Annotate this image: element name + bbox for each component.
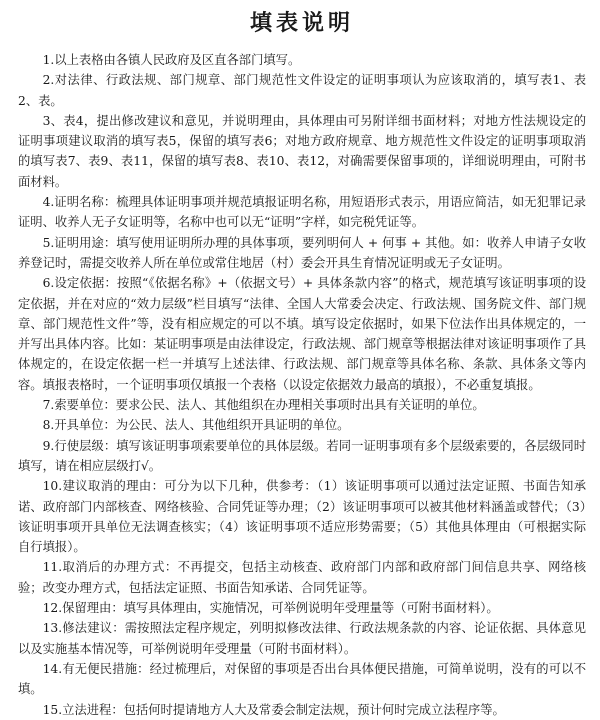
instruction-item-5: 5.证明用途：填写使用证明所办理的具体事项，要列明何人 + 何事 + 其他。如：收养人申请子女收养登记时，需提交收养人所在单位或常住地居（村）委会开具生育情况证明或无子女证明。: [18, 235, 586, 270]
page-title: 填表说明: [249, 10, 354, 36]
instruction-item-12: 12.保留理由：填写具体理由，实施情况，可举例说明年受理量等（可附书面材料）。: [42, 601, 499, 616]
instruction-item-7: 7.索要单位：要求公民、法人、其他组织在办理相关事项时出具有关证明的单位。: [42, 398, 485, 413]
instruction-item-14: 14.有无便民措施：经过梳理后，对保留的事项是否出台具体便民措施，可简单说明，没有的可以不填。: [18, 661, 586, 697]
instruction-item-2: 2.对法律、行政法规、部门规章、部门规范性文件设定的证明事项认为应该取消的，填写表1、表2、表。: [18, 73, 586, 108]
instruction-item-15: 15.立法进程：包括何时提请地方人大及常委会制定法规，预计何时完成立法程序等。: [42, 702, 505, 717]
instruction-list: [18, 50, 586, 720]
instruction-item-11: 11.取消后的办理方式：不再提交，包括主动核查、政府部门内部和政府部门间信息共享、网络核验；改变办理方式，包括法定证照、书面告知承诺、合同凭证等。: [18, 560, 586, 595]
instruction-item-3: 3、表4，提出修改建议和意见，并说明理由，具体理由可另附详细书面材料；对地方性法规设定的证明事项建议取消的填写表5，保留的填写表6；对地方政府规章、地方规范性文件设定的证明事项取消的填写表7、表9、表11，保留的填写表8、表10、表12，对确需要保留事项的，详细说明理由，可附书面材料。: [18, 113, 586, 189]
instruction-item-6: 6.设定依据：按照“《依据名称》+（依据文号）+ 具体条款内容”的格式，规范填写该证明事项的设定依据，并在对应的“效力层级”栏目填写“法律、全国人大常委会决定、行政法规、国务院文件、部门规章、部门规范性文件”等，没有相应规定的可以不填。填写设定依据时，如果下位法作出具体规定的，一并写出具体内容。比如：某证明事项是由法律设定，行政法规、部门规章等根据法律对该证明事项作了具体规定的，在设定依据一栏一并填写上述法律、行政法规、部门规章等具体名称、条款、具体条文等内容。填报表格时，一个证明事项仅填报一个表格（以设定依据效力最高的填报），不必重复填报。: [18, 276, 586, 392]
instruction-item-9: 9.行使层级：填写该证明事项索要单位的具体层级。若同一证明事项有多个层级索要的，各层级同时填写，请在相应层级打√。: [18, 438, 586, 473]
instruction-item-8: 8.开具单位：为公民、法人、其他组织开具证明的单位。: [42, 418, 350, 433]
instruction-item-10: 10.建议取消的理由：可分为以下几种，供参考：（1）该证明事项可以通过法定证照、书面告知承诺、政府部门内部核查、网络核验、合同凭证等办理；（2）该证明事项可以被其他材料涵盖或替代；（3）该证明事项开具单位无法调查核实；（4）该证明事项不适应形势需要；（5）其他具体理由（可根据实际自行填报）。: [18, 479, 586, 555]
instruction-item-13: 13.修法建议：需按照法定程序规定，列明拟修改法律、行政法规条款的内容、论证依据、具体意见以及实施基本情况等，可举例说明年受理量（可附书面材料）。: [18, 621, 586, 656]
instruction-item-4: 4.证明名称：梳理具体证明事项并规范填报证明名称，用短语形式表示，用语应简洁，如无犯罪记录证明、收养人无子女证明等，名称中也可以无“证明”字样，如完税凭证等。: [18, 195, 586, 230]
instruction-item-1: 1.以上表格由各镇人民政府及区直各部门填写。: [42, 53, 301, 67]
